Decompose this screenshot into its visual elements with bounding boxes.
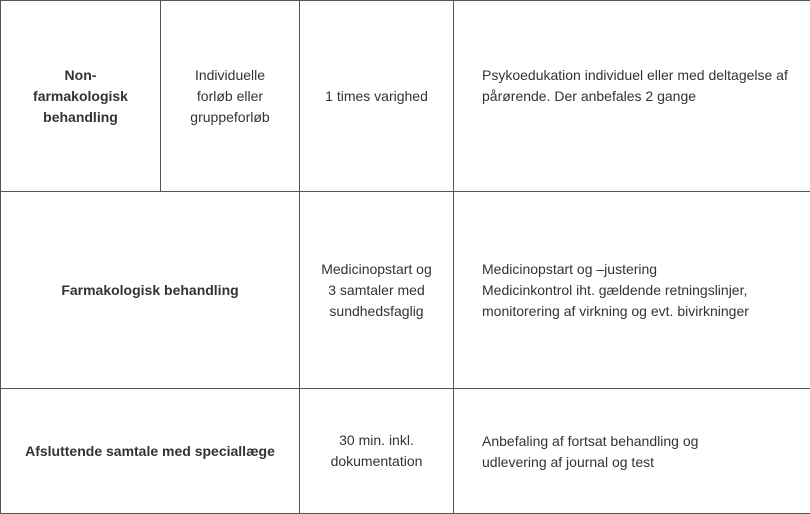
category-cell: Afsluttende samtale med speciallæge: [1, 389, 300, 514]
duration-cell: Medicinopstart og 3 samtaler med sundhedsfaglig: [300, 192, 454, 389]
description-cell: Anbefaling af fortsat behandling og udlevering af journal og test: [454, 389, 810, 514]
duration-cell: 1 times varighed: [300, 1, 454, 192]
category-cell: Non- farmakologisk behandling: [1, 1, 161, 192]
table-row: [1, 389, 810, 514]
description-cell: Psykoedukation individuel eller med deltagelse af pårørende. Der anbefales 2 gange: [454, 1, 810, 192]
format-cell: Individuelle forløb eller gruppeforløb: [161, 1, 300, 192]
table-row: [1, 1, 810, 192]
duration-cell: 30 min. inkl. dokumentation: [300, 389, 454, 514]
category-cell: Farmakologisk behandling: [1, 192, 300, 389]
description-cell: Medicinopstart og –justering Medicinkontrol iht. gældende retningslinjer, monitorering af virkning og evt. bivirkninger: [454, 192, 810, 389]
table-row: [1, 192, 810, 389]
